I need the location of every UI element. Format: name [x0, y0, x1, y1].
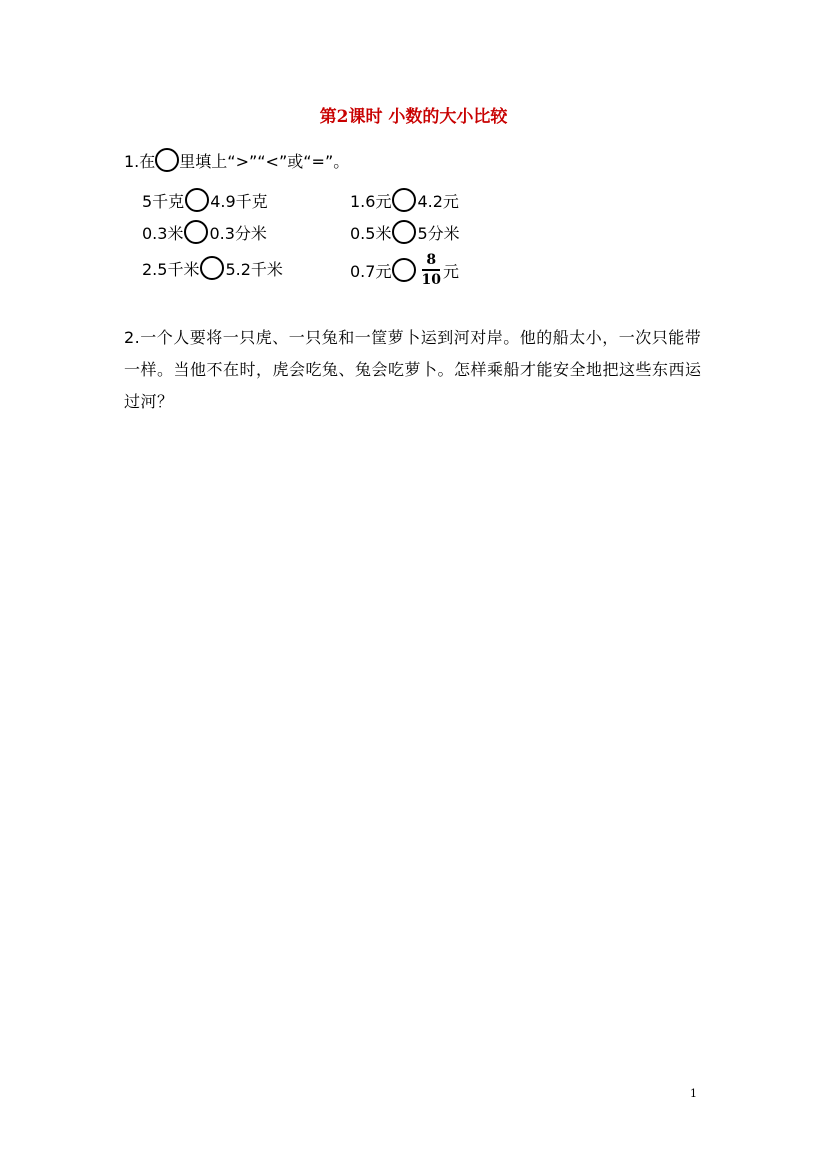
answer-circle[interactable]: [200, 256, 224, 280]
left-value: 0.7元: [350, 261, 392, 281]
question-2-text: 2.一个人要将一只虎、一只兔和一筐萝卜运到河对岸。他的船太小，一次只能带一样。当他不在时，虎会吃兔、兔会吃萝卜。怎样乘船才能安全地把这些东西运过河？: [124, 328, 702, 411]
right-value: 4.2元: [417, 191, 459, 211]
fraction-bar: [422, 269, 440, 271]
question-1-instruction: 里填上“>”“<”或“=”。: [179, 151, 350, 171]
answer-circle[interactable]: [392, 220, 416, 244]
page-number: 1: [690, 1087, 697, 1100]
right-value: 4.9千克: [210, 191, 268, 211]
right-value: 5分米: [417, 223, 460, 243]
blank-circle-icon: [155, 148, 179, 172]
left-value: 5千克: [142, 191, 185, 211]
answer-circle[interactable]: [185, 188, 209, 212]
comparison-item: [142, 186, 268, 214]
left-value: 0.3米: [142, 223, 184, 243]
comparison-item: [350, 218, 460, 246]
question-1-prompt: [124, 147, 349, 173]
fraction: [421, 253, 440, 287]
worksheet-title: 第2课时 小数的大小比较: [319, 107, 508, 127]
fraction-denominator: 10: [421, 271, 441, 288]
fraction-numerator: 8: [426, 252, 437, 269]
comparison-item: [142, 218, 267, 246]
comparison-item: [350, 186, 459, 214]
comparison-item: [350, 252, 459, 288]
answer-circle[interactable]: [184, 220, 208, 244]
answer-circle[interactable]: [392, 258, 416, 282]
left-value: 1.6元: [350, 191, 392, 211]
answer-circle[interactable]: [392, 188, 416, 212]
right-value: 0.3分米: [209, 223, 267, 243]
left-value: 0.5米: [350, 223, 392, 243]
left-value: 2.5千米: [142, 259, 200, 279]
comparison-item: [142, 254, 283, 282]
right-value: 5.2千米: [225, 259, 283, 279]
question-1-prefix: 1.在: [124, 151, 156, 171]
right-unit: 元: [442, 261, 459, 281]
